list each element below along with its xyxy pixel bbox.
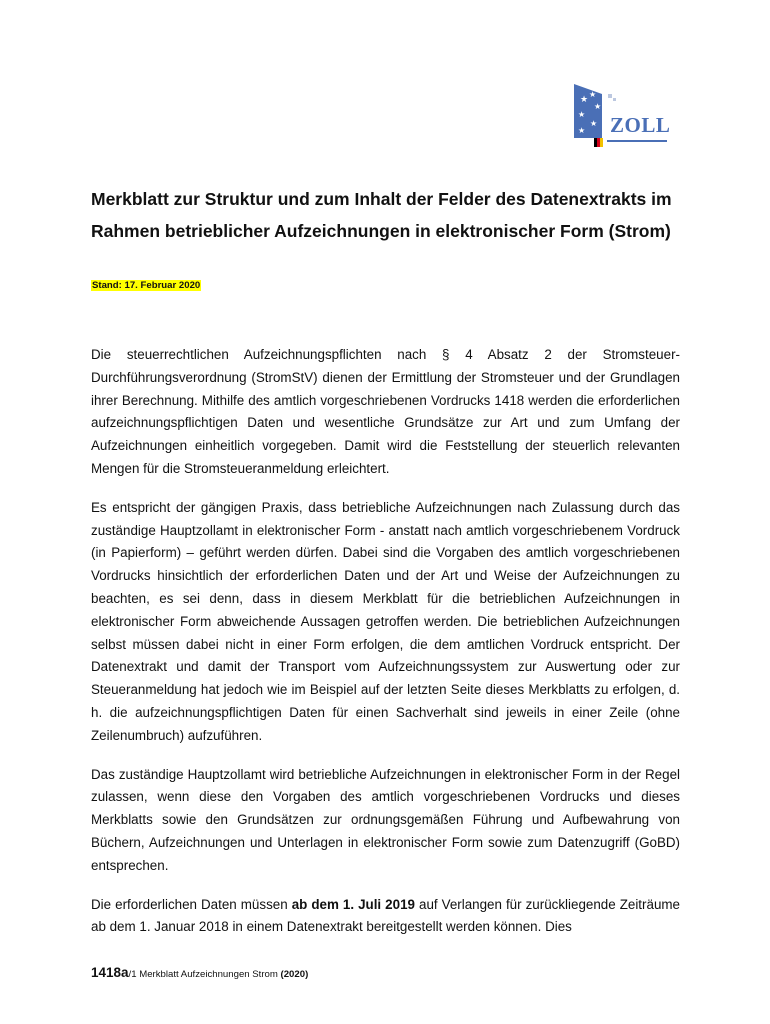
svg-text:★: ★ [578,126,586,135]
paragraph-4-post: auf Verlangen für zurückliegende Zeiträume ab dem 1. Januar 2018 in einem Datenextrakt bereitgestellt werden können. Dies [91,896,680,935]
page-footer [91,965,308,980]
svg-text:★: ★ [578,110,586,119]
paragraph-4 [91,894,680,940]
svg-text:★: ★ [590,119,598,128]
stand-date: Stand: 17. Februar 2020 [92,280,201,291]
footer-year: (2020) [280,969,309,980]
zoll-logo-text: ZOLL [610,113,671,137]
svg-text:★: ★ [580,94,589,104]
paragraph-2: Es entspricht der gängigen Praxis, dass betriebliche Aufzeichnungen nach Zulassung durch das zuständige Hauptzollamt in elektronischer Form - anstatt nach amtlich vorgeschriebenem Vordruck (in Papierform) – geführt werden dürfen. Dabei sind die Vorgaben des amtlich vorgeschriebenen Vordrucks hinsichtlich der erforderlichen Daten und der Art und Weise der Aufzeichnungen zu beachten, es sei denn, dass in diesem Merkblatt für die betrieblichen Aufzeichnungen in elektronischer Form abweichende Aussagen getroffen werden. Die betrieblichen Aufzeichnungen selbst müssen dabei nicht in einer Form erfolgen, die dem amtlichen Vordruck entspricht. Der Datenextrakt und damit der Transport vom Aufzeichnungssystem zur Auswertung oder zur Steueranmeldung hat jedoch wie im Beispiel auf der letzten Seite dieses Merkblatts zu erfolgen, d. h. die aufzeichnungspflichtigen Daten für einen Sachverhalt sind jeweils in einer Zeile (ohne Zeilenumbruch) aufzuführen. [91,499,680,743]
footer-text: /1 Merkblatt Aufzeichnungen Strom [128,969,281,980]
form-code: 1418a [91,965,129,980]
document-body [91,344,680,955]
document-title: Merkblatt zur Struktur und zum Inhalt der Felder des Datenextrakts im Rahmen betrieblicher Aufzeichnungen in elektronischer Form (Strom) [91,189,672,241]
svg-text:★: ★ [594,102,602,111]
svg-text:★: ★ [589,90,597,99]
paragraph-3: Das zuständige Hauptzollamt wird betriebliche Aufzeichnungen in elektronischer Form in der Regel zulassen, wenn diese den Vorgaben des amtlich vorgeschriebenen Vordrucks und dieses Merkblatts sowie den Grundsätzen zur ordnungsgemäßen Führung und Aufbewahrung von Büchern, Aufzeichnungen und Unterlagen in elektronischer Form sowie zum Datenzugriff (GoBD) entsprechen. [91,766,680,873]
paragraph-4-date: ab dem 1. Juli 2019 [291,896,415,912]
paragraph-4-pre: Die erforderlichen Daten müssen [91,896,292,912]
paragraph-1: Die steuerrechtlichen Aufzeichnungspflichten nach § 4 Absatz 2 der Stromsteuer-Durchführungsverordnung (StromStV) dienen der Ermittlung der Stromsteuer und der Grundlagen ihrer Berechnung. Mithilfe des amtlich vorgeschriebenen Vordrucks 1418 werden die erforderlichen aufzeichnungspflichtigen Daten und wesentliche Grundsätze zur Art und zum Umfang der Aufzeichnungen einheitlich vorgegeben. Damit wird die Feststellung der steuerlich relevanten Mengen für die Stromsteueranmeldung erleichtert. [91,347,680,476]
